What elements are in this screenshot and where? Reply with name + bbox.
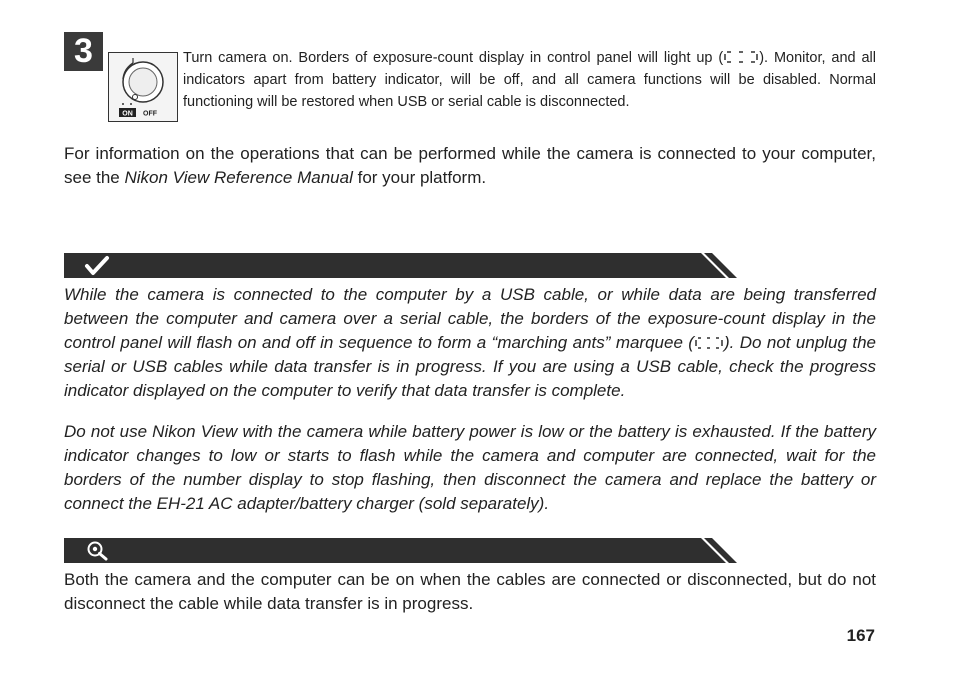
manual-title: Nikon View Reference Manual [124, 168, 353, 187]
power-switch-figure [108, 52, 178, 122]
battery-warning-note: Do not use Nikon View with the camera while battery power is low or the battery is exhausted. If the battery indicator changes to low or starts to flash while the camera and computer are connected, wait for the borders of the number display to stop flashing, then disconnect the camera and replace the battery or connect the EH-21 AC adapter/battery charger (sold separately). [64, 422, 876, 513]
cable-tip-paragraph: Both the camera and the computer can be on when the cables are connected or disconnected, but do not disconnect the cable while data transfer is in progress. [64, 570, 876, 613]
step-number-badge: 3 [64, 32, 103, 71]
switch-on-label: ON [122, 110, 133, 118]
check-note-header-bar [64, 253, 684, 278]
switch-off-label: OFF [143, 110, 157, 118]
usb-transfer-note: While the camera is connected to the computer by a USB cable, or while data are being transferred between the computer and camera over a serial cable, the borders of the exposure-count display in the control panel will flash on and off in sequence to form a “marching ants” marquee ( ). Do not unplug the serial or USB cables while data transfer is in progress. If you are using a USB cable, check the progress indicator displayed on the computer to verify that data transfer is complete. [64, 285, 876, 400]
tip-header-bar [64, 538, 684, 563]
tip-bar-cap [684, 538, 744, 563]
page-number: 167 [846, 626, 875, 645]
magnifier-tip-icon [86, 540, 110, 561]
checkmark-icon [84, 255, 110, 276]
power-switch-icon [109, 53, 177, 121]
intro-paragraph: For information on the operations that can be performed while the camera is connected to your computer, see the Nikon View Reference Manual for your platform. [64, 144, 876, 187]
exposure-count-border-icon [723, 50, 759, 64]
step-description: Turn camera on. Borders of exposure-count display in control panel will light up ( ). Monitor, and all indicators apart from battery indicator, will be off, and all camera functions will be disabled. Normal functioning will be restored when USB or serial cable is disconnected. [183, 50, 876, 110]
marching-ants-marquee-icon [694, 336, 724, 350]
check-note-bar-cap [684, 253, 744, 278]
